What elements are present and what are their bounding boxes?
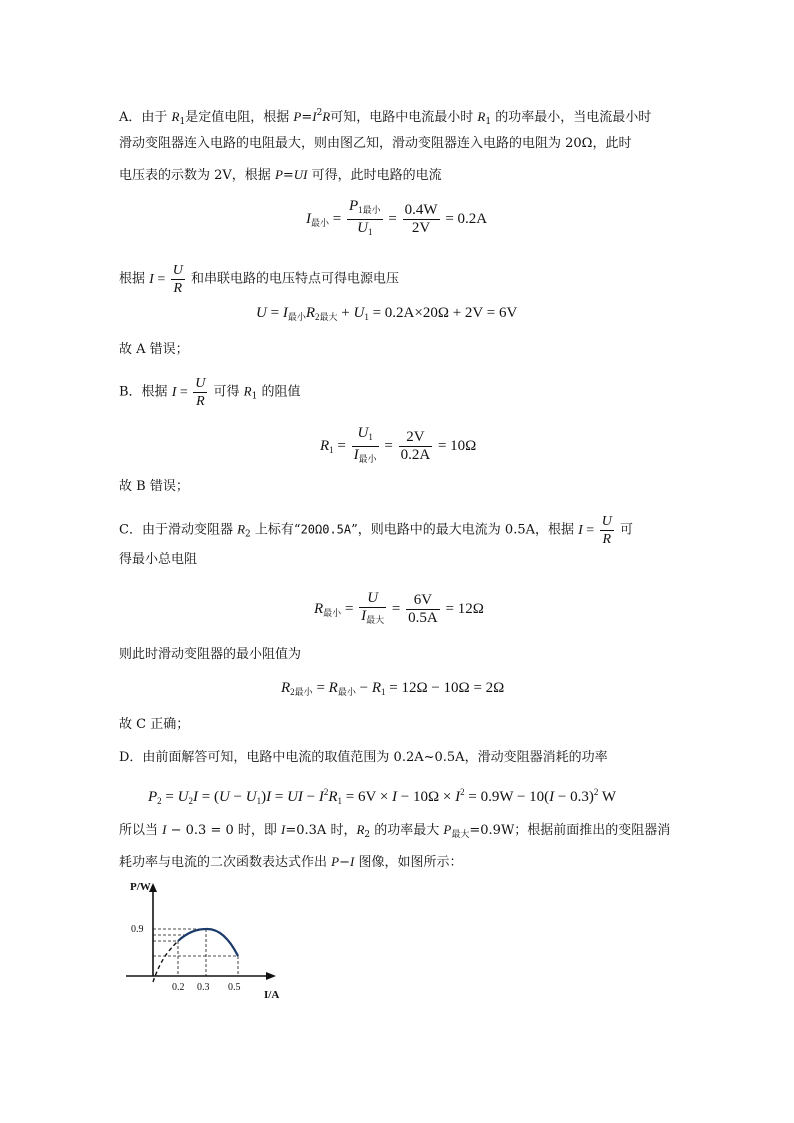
x-tick-0-2: 0.2 [172,982,185,993]
equation-r2-min: $R_{2最小} = R_{最小} - R_1 = 12\Omega - 10\Omega = 2\Omega$ [281,680,505,697]
section-c-line-3: 则此时滑动变阻器的最小阻值为 [119,647,302,662]
section-d-line-3: 耗功率与电流的二次函数表达式作出 P−I 图像，如图所示： [119,854,463,870]
section-d-line-1: D．由前面解答可知，电路中电流的取值范围为 0.2A~0.5A，滑动变阻器消耗的功率 [119,750,608,765]
section-c-line-2: 得最小总电阻 [119,552,198,567]
curve-solid-part [178,929,238,956]
x-tick-0-3: 0.3 [197,982,210,993]
x-axis-arrow [266,972,276,980]
y-axis-label: P/W [130,881,151,893]
section-a-line-4: 根据 I = $\frac{U}{R}$ 和串联电路的电压特点可得电源电压 [119,263,400,296]
section-b-line-1: B．根据 I = $\frac{U}{R}$ 可得 $R_1$ 的阻值 [119,376,301,409]
y-tick-0-9: 0.9 [131,924,144,935]
section-d-line-2: 所以当 I − 0.3 = 0 时，即 I=0.3A 时，$R_2$ 的功率最大 $P_{最大}=0.9W$；根据前面推出的变阻器消 [119,822,671,840]
p-i-graph [116,878,296,1008]
section-a-conclusion: 故 A 错误； [119,342,189,357]
equation-p2: $P_2 = U_2I = (U - U_1)I$ = UI − $I^2R_1 = 6V \times I - 10\Omega \times I^2 = 0.9W - 10(I - 0.3)^2$ W [148,787,617,806]
section-a-line-1: A．由于 $R_1$是定值电阻，根据 $P=I^2R$可知，电路中电流最小时 $R_1$ 的功率最小，当电流最小时 [119,108,652,127]
section-a-line-3: 电压表的示数为 2V，根据 P=UI 可得，此时电路的电流 [119,167,442,183]
equation-current-min: $I_{最小}$ = $\frac{P_{1最小}}{U_1}$ = $\frac{0.4W}{2V}$ = 0.2A [306,198,488,237]
x-axis-label: I/A [264,989,280,1001]
section-c-line-1: C．由于滑动变阻器 $R_2$ 上标有“20Ω0.5A”，则电路中的最大电流为 0.5A，根据 I = $\frac{U}{R}$ 可 [119,514,633,547]
section-b-conclusion: 故 B 错误； [119,479,189,494]
section-a-line-2: 滑动变阻器连入电路的电阻最大，则由图乙知，滑动变阻器连入电路的电阻为 20Ω，此时 [119,136,632,151]
x-tick-0-5: 0.5 [228,982,241,993]
equation-r1: $R_1$ = $\frac{U_1}{I_{最小}}$ = $\frac{2V}{0.2A}$ = 10Ω [320,425,477,464]
equation-source-voltage: $U = I_{最小}R_{2最大} + U_1 = 0.2A\times 20\Omega + 2V = 6V$ [256,305,518,322]
equation-r-min: $R_{最小}$ = $\frac{U}{I_{最大}}$ = $\frac{6V}{0.5A}$ = 12Ω [314,590,484,626]
section-c-conclusion: 故 C 正确； [119,717,190,732]
